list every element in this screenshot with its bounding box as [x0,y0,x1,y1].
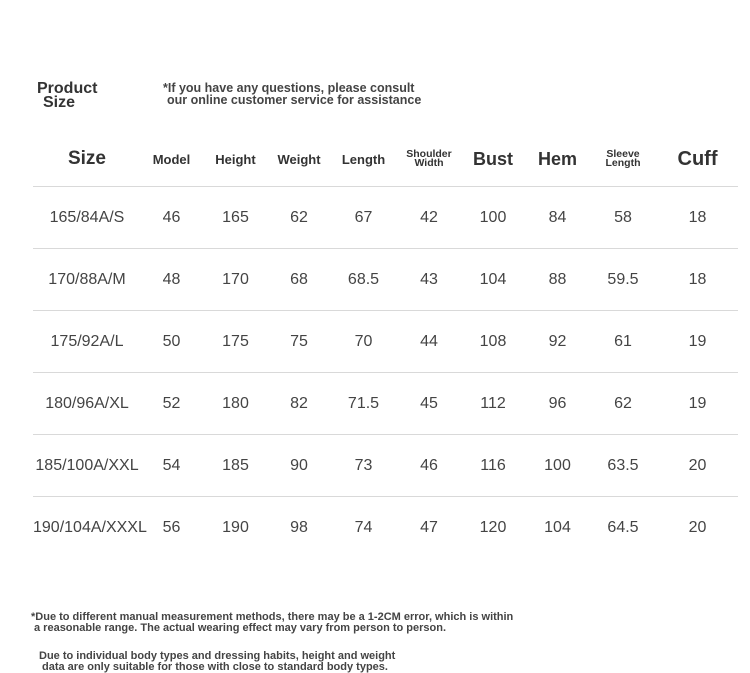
table-cell: 46 [141,187,202,249]
table-cell: 104 [460,249,526,311]
table-cell: 185 [202,435,269,497]
table-cell: 48 [141,249,202,311]
table-cell: 59.5 [589,249,657,311]
table-cell: 108 [460,311,526,373]
table-cell: 112 [460,373,526,435]
note-line-1: *If you have any questions, please consult [163,81,415,95]
measurement-error-note [31,612,513,634]
column-header: Hem [526,132,589,187]
table-cell: 47 [420,518,438,536]
table-cell: 175 [202,311,269,373]
table-cell: 67 [329,187,398,249]
table-header-row [33,132,738,187]
table-cell: 19 [657,373,738,435]
title-line-2: Size [43,94,76,111]
table-cell: 82 [269,373,329,435]
column-header: Bust [460,132,526,187]
column-header: Size [33,132,141,187]
table-cell: 61 [589,311,657,373]
table-row [33,497,738,559]
table-cell: 190/104A/XXXL [33,518,147,536]
table-cell: 20 [657,435,738,497]
table-cell: 52 [141,373,202,435]
table-row [33,373,738,435]
table-cell: 50 [141,311,202,373]
table-cell: 54 [141,435,202,497]
table-cell: 62 [589,373,657,435]
table-cell: 18 [657,249,738,311]
table-cell: 20 [688,518,707,536]
column-header: Shoulder Width [398,132,460,187]
customer-service-note [163,83,421,106]
table-cell: 68 [269,249,329,311]
column-header: Height [202,132,269,187]
table-cell: 44 [398,311,460,373]
table-cell: 120 [479,518,507,536]
table-cell: 74 [354,518,373,536]
column-header: Cuff [657,132,738,187]
table-row [33,187,738,249]
table-cell: 165 [202,187,269,249]
table-cell: 190 [222,518,249,536]
table-body [33,187,738,559]
column-header: Sleeve Length [589,132,657,187]
table-cell: 73 [329,435,398,497]
table-cell: 62 [269,187,329,249]
title-line-1: Product [37,80,98,97]
size-chart-table [33,132,738,558]
table-cell: 116 [460,435,526,497]
column-header: Weight [269,132,329,187]
table-cell: 43 [398,249,460,311]
table-cell: 19 [657,311,738,373]
body-note-line-1: Due to individual body types and dressing habits, height and weight [39,650,396,662]
table-cell: 96 [526,373,589,435]
table-cell: 68.5 [329,249,398,311]
table-cell: 98 [290,518,308,536]
table-cell: 75 [269,311,329,373]
table-cell: 58 [589,187,657,249]
note-line-2: our online customer service for assistance [167,92,422,107]
table-row [33,249,738,311]
table-cell: 45 [398,373,460,435]
table-row [33,435,738,497]
table-cell: 56 [162,518,181,536]
error-note-line-2: a reasonable range. The actual wearing effect may vary from person to person. [34,622,447,634]
table-cell: 100 [526,435,589,497]
table-cell: 170 [202,249,269,311]
table-cell: 185/100A/XXL [33,435,141,497]
table-cell: 92 [526,311,589,373]
table-cell: 165/84A/S [33,187,141,249]
table-cell: 170/88A/M [33,249,141,311]
error-note-line-1: *Due to different manual measurement methods, there may be a 1-2CM error, which is within [31,611,514,623]
table-cell: 104 [544,518,571,536]
table-cell: 70 [329,311,398,373]
table-cell: 180/96A/XL [33,373,141,435]
table-cell: 88 [526,249,589,311]
table-cell: 46 [398,435,460,497]
table-cell: 64.5 [607,518,639,536]
table-cell: 175/92A/L [33,311,141,373]
table-cell: 84 [526,187,589,249]
table-cell: 71.5 [329,373,398,435]
table-cell: 42 [398,187,460,249]
page-title [37,82,97,110]
column-header: Length [329,132,398,187]
table-cell: 180 [202,373,269,435]
table-cell: 100 [460,187,526,249]
body-note-line-2: data are only suitable for those with close to standard body types. [42,661,388,673]
column-header: Model [141,132,202,187]
table-cell: 63.5 [589,435,657,497]
table-row [33,311,738,373]
table-cell: 90 [269,435,329,497]
table-cell: 18 [657,187,738,249]
